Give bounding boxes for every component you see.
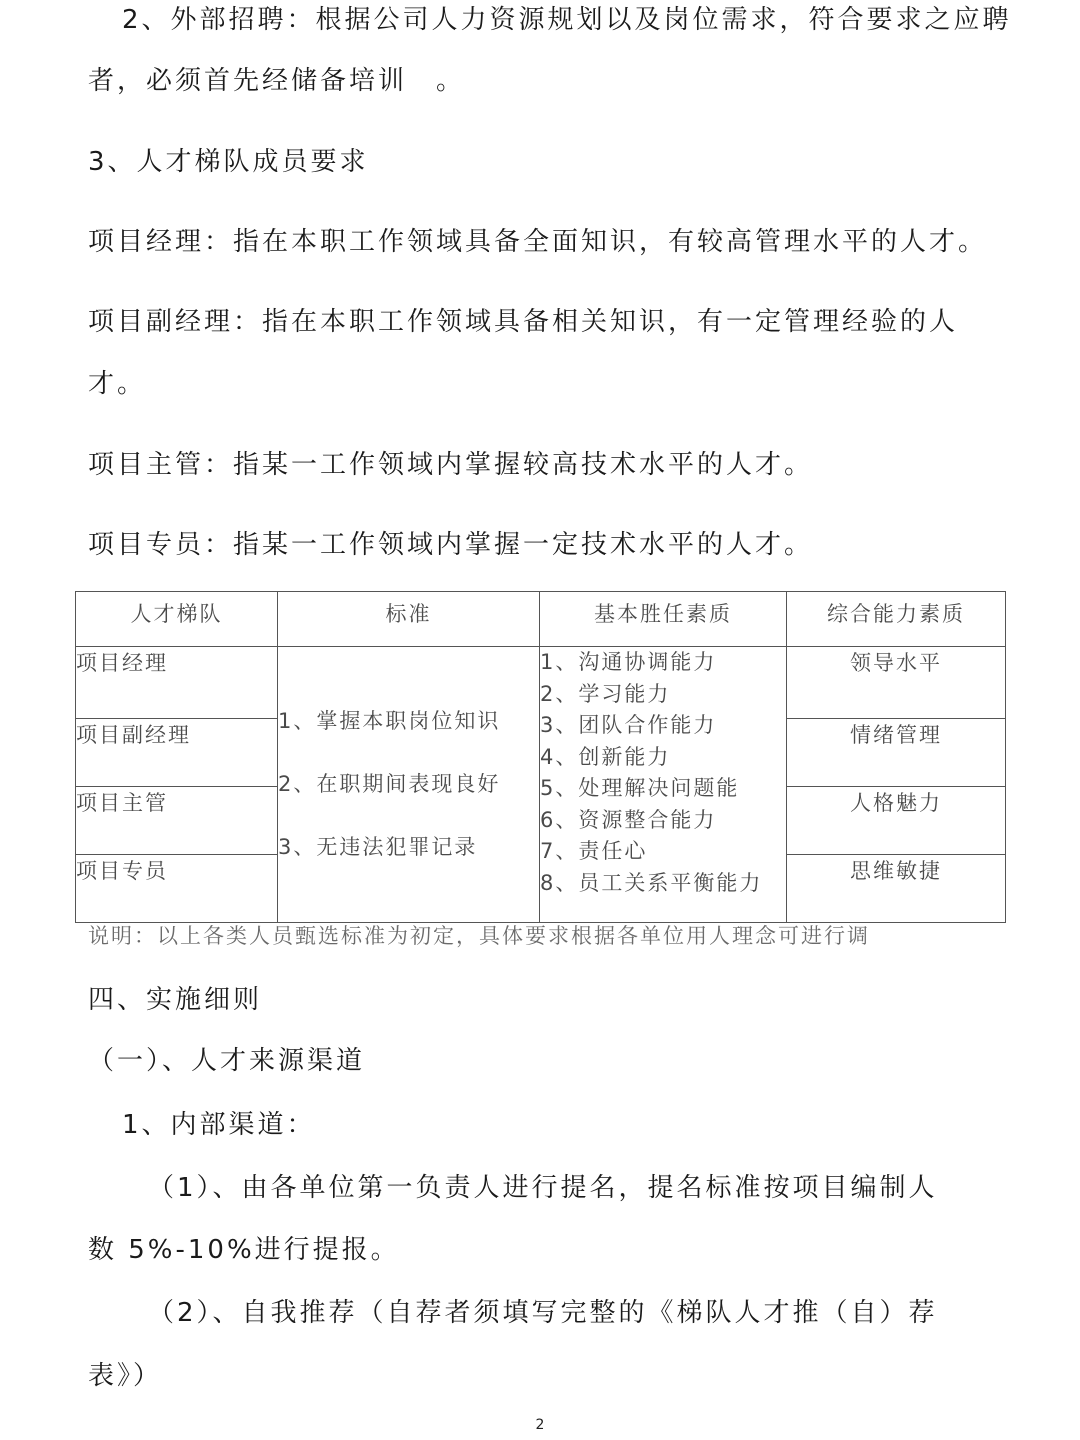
paragraph-deputy-manager: 项目副经理：指在本职工作领域具备相关知识，有一定管理经验的人 (88, 307, 959, 337)
standard-item: 1、掌握本职岗位知识 (278, 709, 501, 733)
header-standard: 标准 (278, 592, 540, 647)
competency-item: 3、团队合作能力 (540, 713, 717, 737)
item-nomination-cont: 数 5%-10%进行提报。 (88, 1235, 400, 1265)
paragraph-external-recruitment-cont: 者，必须首先经储备培训 。 (88, 66, 466, 96)
subsection-heading: （一）、人才来源渠道 (88, 1046, 366, 1076)
role-deputy-manager: 项目副经理 (76, 719, 278, 787)
competency-item: 5、处理解决问题能 (540, 776, 740, 800)
competencies-cell (540, 647, 787, 923)
ability-emotion-management: 情绪管理 (787, 719, 1006, 787)
heading-member-requirements: 3、人才梯队成员要求 (88, 147, 369, 177)
standard-item: 3、无违法犯罪记录 (278, 835, 478, 859)
role-project-specialist: 项目专员 (76, 855, 278, 923)
ability-leadership: 领导水平 (787, 647, 1006, 719)
header-talent-ladder: 人才梯队 (76, 592, 278, 647)
competency-item: 8、员工关系平衡能力 (540, 870, 763, 895)
item-nomination: （1）、由各单位第一负责人进行提名，提名标准按项目编制人 (148, 1173, 938, 1203)
competency-item: 2、学习能力 (540, 681, 671, 706)
table-header-row (76, 592, 1006, 647)
paragraph-project-supervisor: 项目主管：指某一工作领域内掌握较高技术水平的人才。 (88, 450, 814, 480)
talent-ladder-table (75, 591, 1006, 923)
item-self-recommendation-cont: 表》） (88, 1361, 163, 1391)
paragraph-project-manager: 项目经理：指在本职工作领域具备全面知识，有较高管理水平的人才。 (88, 227, 988, 257)
header-basic-competency: 基本胜任素质 (540, 592, 787, 647)
page-number: 2 (535, 1417, 545, 1433)
ability-personal-charisma: 人格魅力 (787, 787, 1006, 855)
competency-item: 1、沟通协调能力 (540, 650, 717, 674)
role-project-manager: 项目经理 (76, 647, 278, 719)
ability-quick-thinking: 思维敏捷 (787, 855, 1006, 923)
paragraph-project-specialist: 项目专员：指某一工作领域内掌握一定技术水平的人才。 (88, 530, 814, 560)
item-internal-channel: 1、内部渠道： (122, 1110, 316, 1140)
paragraph-deputy-manager-cont: 才。 (88, 369, 147, 399)
header-comprehensive-ability: 综合能力素质 (787, 592, 1006, 647)
competency-item: 4、创新能力 (540, 744, 671, 769)
competency-item: 6、资源整合能力 (540, 807, 717, 832)
table-note: 说明：以上各类人员甄选标准为初定，具体要求根据各单位用人理念可进行调 (88, 924, 870, 948)
table-row (76, 647, 1006, 719)
role-project-supervisor: 项目主管 (76, 787, 278, 855)
standards-cell (278, 647, 540, 923)
standard-item: 2、在职期间表现良好 (278, 772, 501, 796)
item-self-recommendation: （2）、自我推荐（自荐者须填写完整的《梯队人才推（自）荐 (148, 1298, 938, 1328)
competency-item: 7、责任心 (540, 839, 648, 863)
section-heading: 四、实施细则 (88, 985, 263, 1015)
paragraph-external-recruitment: 2、外部招聘：根据公司人力资源规划以及岗位需求，符合要求之应聘 (122, 5, 1012, 35)
